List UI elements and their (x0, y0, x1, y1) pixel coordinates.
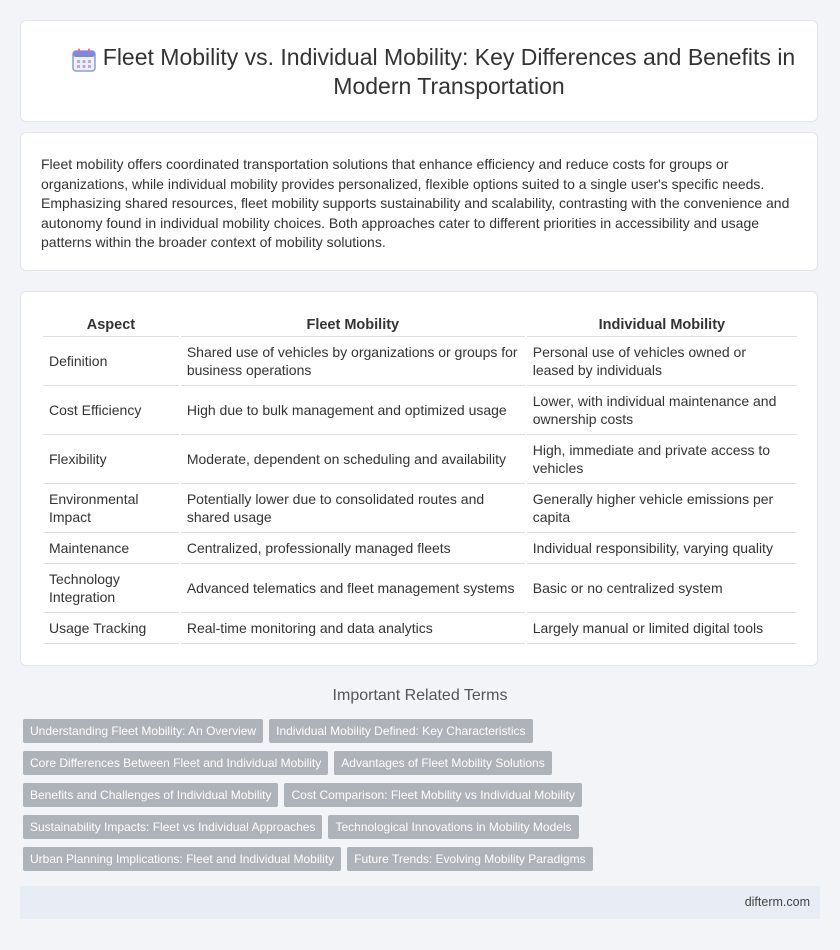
table-row (43, 533, 797, 564)
table-cell: Environmental Impact (43, 484, 179, 533)
related-term-tag[interactable]: Individual Mobility Defined: Key Characteristics (269, 719, 532, 743)
related-term-tag[interactable]: Core Differences Between Fleet and Individual Mobility (23, 751, 328, 775)
column-header-aspect: Aspect (43, 314, 179, 337)
table-row (43, 337, 797, 386)
table-row (43, 435, 797, 484)
related-terms-title: Important Related Terms (332, 687, 508, 704)
table-cell: High, immediate and private access to vehicles (527, 435, 797, 484)
table-cell: Technology Integration (43, 564, 179, 613)
table-row (43, 484, 797, 533)
table-row (43, 613, 797, 644)
table-cell: Shared use of vehicles by organizations or groups for business operations (181, 337, 525, 386)
table-cell: Lower, with individual maintenance and ownership costs (527, 386, 797, 435)
related-term-tag[interactable]: Advantages of Fleet Mobility Solutions (334, 751, 551, 775)
table-cell: Basic or no centralized system (527, 564, 797, 613)
related-term-tag[interactable]: Future Trends: Evolving Mobility Paradigms (347, 847, 592, 871)
footer (20, 886, 820, 919)
table-cell: Largely manual or limited digital tools (527, 613, 797, 644)
related-term-tag[interactable]: Technological Innovations in Mobility Models (328, 815, 578, 839)
related-term-tag[interactable]: Cost Comparison: Fleet Mobility vs Individual Mobility (284, 783, 581, 807)
intro-paragraph: Fleet mobility offers coordinated transportation solutions that enhance efficiency and reduce costs for groups or organizations, while individual mobility provides personalized, flexible options suited to a single user's specific needs. Emphasizing shared resources, fleet mobility supports sustainability and scalability, contrasting with the convenience and autonomy found in individual mobility choices. Both approaches cater to different priorities in accessibility and usage patterns within the broader context of mobility solutions. (41, 156, 790, 250)
related-terms-row (23, 783, 588, 807)
table-cell: Usage Tracking (43, 613, 179, 644)
table-cell: Generally higher vehicle emissions per capita (527, 484, 797, 533)
related-terms-row (23, 719, 539, 743)
table-cell: Cost Efficiency (43, 386, 179, 435)
table-cell: Maintenance (43, 533, 179, 564)
related-term-tag[interactable]: Sustainability Impacts: Fleet vs Individual Approaches (23, 815, 322, 839)
related-term-tag[interactable]: Understanding Fleet Mobility: An Overview (23, 719, 263, 743)
column-header-fleet-mobility: Fleet Mobility (181, 314, 525, 337)
related-terms-row (23, 815, 585, 839)
table-cell: Personal use of vehicles owned or leased by individuals (527, 337, 797, 386)
table-cell: Centralized, professionally managed fleets (181, 533, 525, 564)
table-cell: Potentially lower due to consolidated routes and shared usage (181, 484, 525, 533)
related-terms-row (23, 751, 558, 775)
page-title: Fleet Mobility vs. Individual Mobility: Key Differences and Benefits in Modern Transportation (102, 44, 796, 99)
table-cell: Real-time monitoring and data analytics (181, 613, 525, 644)
table-row (43, 564, 797, 613)
table-cell: Individual responsibility, varying quality (527, 533, 797, 564)
comparison-table-card (20, 291, 818, 666)
column-header-individual-mobility: Individual Mobility (527, 314, 797, 337)
header-card (20, 20, 818, 122)
related-terms-row (23, 847, 599, 871)
comparison-table (41, 314, 799, 644)
table-cell: Definition (43, 337, 179, 386)
footer-site-link[interactable]: difterm.com (744, 895, 810, 909)
table-row (43, 386, 797, 435)
table-cell: Advanced telematics and fleet management systems (181, 564, 525, 613)
table-header-row (43, 314, 797, 337)
table-cell: High due to bulk management and optimized usage (181, 386, 525, 435)
intro-card (20, 132, 818, 271)
table-cell: Flexibility (43, 435, 179, 484)
related-term-tag[interactable]: Benefits and Challenges of Individual Mobility (23, 783, 278, 807)
related-term-tag[interactable]: Urban Planning Implications: Fleet and Individual Mobility (23, 847, 341, 871)
table-cell: Moderate, dependent on scheduling and availability (181, 435, 525, 484)
